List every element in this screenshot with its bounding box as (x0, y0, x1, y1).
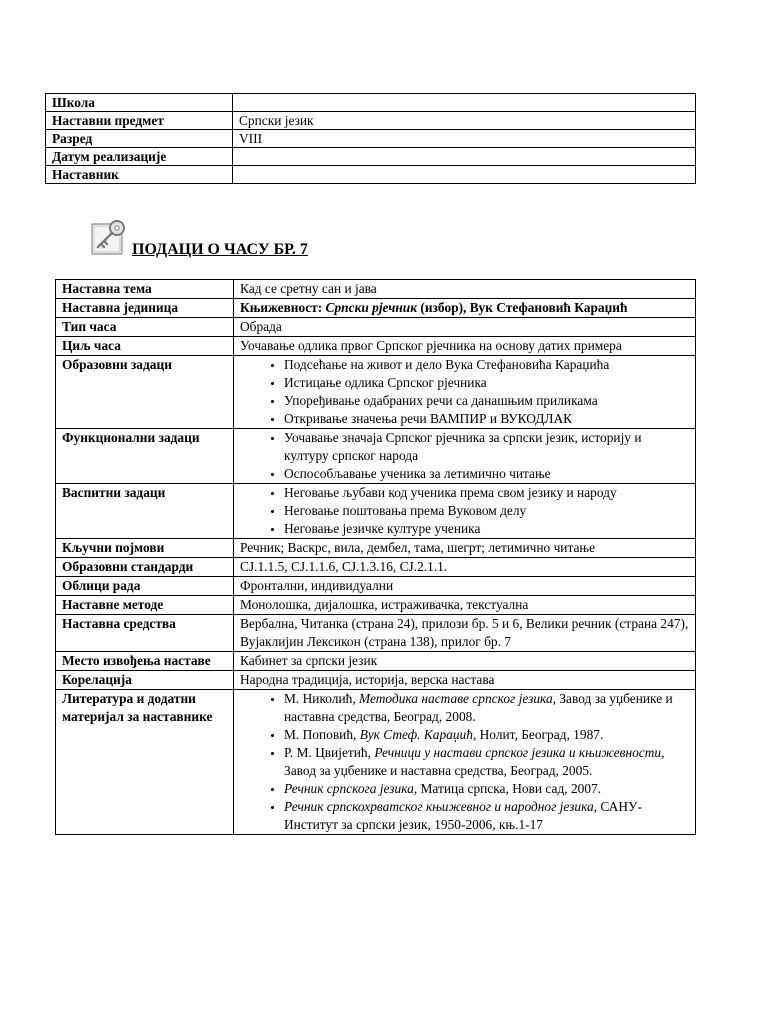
grade-label: Разред (46, 130, 233, 148)
topic-label: Наставна тема (56, 280, 234, 299)
teacher-value (233, 166, 696, 184)
teaching-aids-value: Вербална, Читанка (страна 24), прилози бр. 5 и 6, Велики речник (страна 247), Вујаклијин Лексикон (страна 138), прилог бр. 7 (234, 615, 696, 652)
list-item: • Неговање поштовања према Вуковом делу (284, 502, 689, 520)
upbringing-tasks-value (234, 484, 696, 539)
lit-author: Р. М. Цвијетић, (284, 745, 375, 760)
work-forms-value: Фронтални, индивидуални (234, 577, 696, 596)
educational-tasks-value (234, 356, 696, 429)
topic-value: Кад се сретну сан и јава (234, 280, 696, 299)
table-row (46, 112, 696, 130)
literature-list (240, 690, 689, 834)
lit-title: Речник српскохрватског књижевног и народног језика (284, 799, 594, 814)
teaching-aids-label: Наставна средства (56, 615, 234, 652)
unit-label: Наставна јединица (56, 299, 234, 318)
table-row (56, 356, 696, 429)
table-row (56, 484, 696, 539)
list-item (284, 726, 689, 744)
educational-tasks-label: Образовни задаци (56, 356, 234, 429)
table-row (46, 94, 696, 112)
table-row (56, 558, 696, 577)
list-item: • Истицање одлика Српског рјечника (284, 374, 689, 392)
table-row (46, 148, 696, 166)
literature-value (234, 690, 696, 835)
table-row (56, 429, 696, 484)
table-row (56, 539, 696, 558)
table-row (46, 130, 696, 148)
location-label: Место извођења наставе (56, 652, 234, 671)
methods-label: Наставне методе (56, 596, 234, 615)
functional-tasks-list (240, 429, 689, 483)
date-value (233, 148, 696, 166)
school-info-table (45, 93, 696, 184)
correlation-value: Народна традиција, историја, верска настава (234, 671, 696, 690)
unit-suffix: (избор), Вук Стефановић Караџић (417, 300, 628, 315)
literature-label: Литература и додатни материјал за наставнике (56, 690, 234, 835)
list-item: • Неговање љубави код ученика према свом језику и народу (284, 484, 689, 502)
table-row (56, 596, 696, 615)
table-row (56, 577, 696, 596)
goal-value: Уочавање одлика првог Српског рјечника на основу датих примера (234, 337, 696, 356)
lesson-title: ПОДАЦИ О ЧАСУ БР. 7 (132, 241, 308, 258)
correlation-label: Корелација (56, 671, 234, 690)
table-row (56, 671, 696, 690)
list-item (284, 690, 689, 726)
upbringing-tasks-label: Васпитни задаци (56, 484, 234, 539)
table-row (56, 652, 696, 671)
goal-label: Циљ часа (56, 337, 234, 356)
lesson-type-value: Обрада (234, 318, 696, 337)
teacher-label: Наставник (46, 166, 233, 184)
work-forms-label: Облици рада (56, 577, 234, 596)
lit-publisher: , САНУ- Институт за српски језик, 1950-2006, књ.1-17 (284, 799, 642, 832)
list-item (284, 780, 689, 798)
table-row (56, 318, 696, 337)
list-item: • Откривање значења речи ВАМПИР и ВУКОДЛАК (284, 410, 689, 428)
table-row (56, 690, 696, 835)
location-value: Кабинет за српски језик (234, 652, 696, 671)
school-label: Школа (46, 94, 233, 112)
subject-label: Наставни предмет (46, 112, 233, 130)
lit-author: М. Поповић, (284, 727, 360, 742)
table-row (56, 337, 696, 356)
functional-tasks-value (234, 429, 696, 484)
functional-tasks-label: Функционални задаци (56, 429, 234, 484)
key-terms-value: Речник; Васкрс, вила, дембел, тама, шегрт; летимично читање (234, 539, 696, 558)
key-icon (90, 218, 130, 258)
lit-publisher: , Нолит, Београд, 1987. (472, 727, 604, 742)
standards-label: Образовни стандарди (56, 558, 234, 577)
table-row (56, 615, 696, 652)
lit-title: Речници у настави српског језика и књижевности (374, 745, 662, 760)
standards-value: CJ.1.1.5, CJ.1.1.6, CJ.1.3.16, CJ.2.1.1. (234, 558, 696, 577)
lesson-type-label: Тип часа (56, 318, 234, 337)
lesson-table (55, 279, 696, 835)
lit-title: Речник српскога језика (284, 781, 414, 796)
unit-value (234, 299, 696, 318)
list-item: • Оспособљавање ученика за летимично читање (284, 465, 689, 483)
list-item: • Подсећање на живот и дело Вука Стефановића Караџића (284, 356, 689, 374)
subject-value: Српски језик (233, 112, 696, 130)
lit-title: Методика наставе српског језика (359, 691, 553, 706)
educational-tasks-list (240, 356, 689, 428)
unit-prefix: Књижевност: (240, 300, 326, 315)
list-item: • Неговање језичке културе ученика (284, 520, 689, 538)
list-item: • Упоређивање одабраних речи са данашњим приликама (284, 392, 689, 410)
lit-publisher: , Завод за уџбенике и наставна средства, Београд, 2008. (284, 691, 673, 724)
list-item (284, 744, 689, 780)
school-value (233, 94, 696, 112)
list-item (284, 798, 689, 834)
methods-value: Монолошка, дијалошка, истраживачка, текстуална (234, 596, 696, 615)
lit-publisher: , Завод за уџбенике и наставна средства, Београд, 2005. (284, 745, 665, 778)
table-row (56, 280, 696, 299)
table-row (56, 299, 696, 318)
lit-publisher: , Матица српска, Нови сад, 2007. (413, 781, 602, 796)
upbringing-tasks-list (240, 484, 689, 538)
grade-value: VIII (233, 130, 696, 148)
unit-work-title: Српски рјечник (325, 300, 418, 315)
date-label: Датум реализације (46, 148, 233, 166)
list-item: • Уочавање значаја Српског рјечника за српски језик, историју и културу српског народа (284, 429, 689, 465)
lit-title: Вук Стеф. Караџић (359, 727, 473, 742)
lit-author: М. Николић, (284, 691, 360, 706)
table-row (46, 166, 696, 184)
key-terms-label: Кључни појмови (56, 539, 234, 558)
